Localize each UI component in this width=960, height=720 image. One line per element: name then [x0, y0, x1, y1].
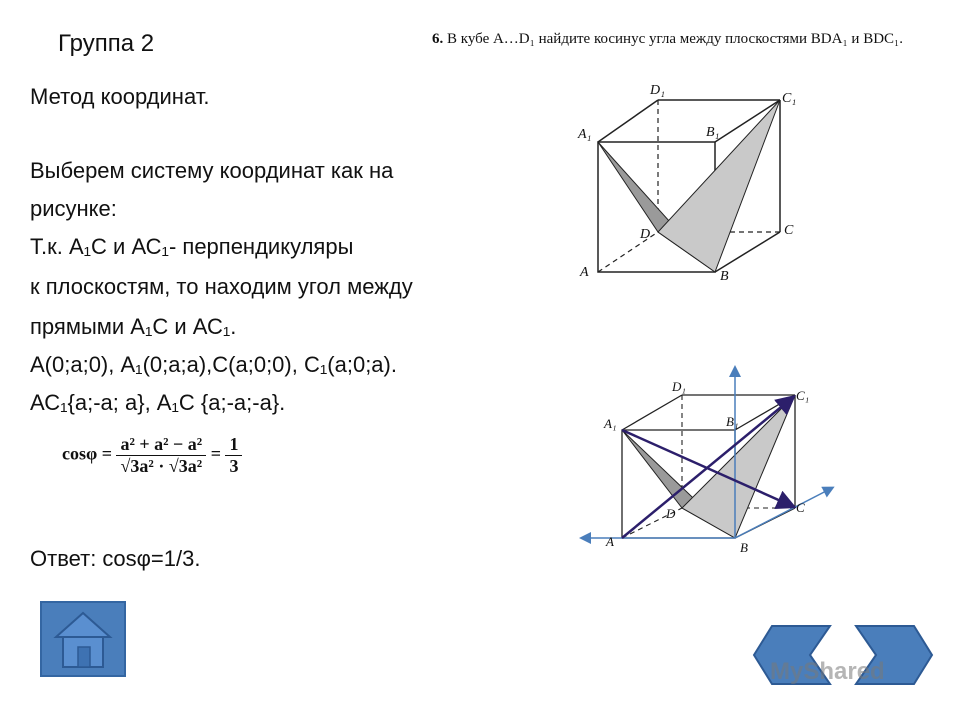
formula-numerator: a² + a² − a²	[116, 434, 206, 456]
label-b1: B₁	[706, 125, 720, 140]
cube-figure-top	[570, 80, 810, 285]
label-d1: D₁	[672, 379, 686, 394]
label-a: A	[580, 265, 589, 280]
solution-line-7: АС₁{а;-а; а}, А₁С {а;-а;-а}.	[30, 390, 286, 415]
cube-edge	[598, 100, 658, 142]
formula-equals: =	[210, 443, 221, 464]
cosine-formula	[62, 434, 242, 477]
label-c: C	[796, 500, 805, 515]
task-text: В кубе A…D₁ найдите косинус угла между плоскостями BDA₁ и BDC₁.	[447, 31, 904, 47]
solution-line-1: Выберем систему координат как на	[30, 158, 394, 183]
method-heading: Метод координат.	[30, 84, 210, 109]
formula-result	[225, 434, 242, 477]
solution-line-4: к плоскостям, то находим угол между	[30, 274, 413, 299]
label-c1: C₁	[796, 388, 810, 403]
label-c1: C₁	[782, 91, 797, 106]
result-denominator: 3	[229, 456, 239, 476]
result-numerator: 1	[225, 434, 242, 456]
formula-lhs: cosφ =	[62, 443, 112, 464]
task-number: 6.	[432, 31, 444, 47]
label-d1: D₁	[650, 83, 665, 98]
home-icon	[42, 603, 124, 675]
label-b1: B₁	[726, 414, 739, 429]
label-a: A	[606, 534, 614, 549]
label-a1: A₁	[604, 416, 617, 431]
label-b: B	[720, 269, 729, 284]
cube-figure-bottom	[570, 360, 840, 560]
solution-line-3: Т.к. А₁С и АС₁- перпендикуляры	[30, 234, 354, 259]
solution-line-5: прямыми А₁С и АС₁.	[30, 314, 237, 339]
solution-line-2: рисунке:	[30, 196, 117, 221]
home-button[interactable]	[40, 601, 126, 677]
cube-edge	[622, 395, 682, 430]
label-c: C	[784, 223, 794, 238]
task-statement	[432, 30, 952, 49]
page-title: Группа 2	[58, 30, 155, 57]
formula-denominator: √3a² · √3a²	[120, 456, 203, 476]
formula-fraction	[116, 434, 206, 477]
watermark: MyShared	[770, 658, 885, 685]
answer-text: Ответ: cosφ=1/3.	[30, 546, 201, 571]
label-b: B	[740, 540, 748, 555]
label-a1: A₁	[578, 127, 592, 142]
label-d: D	[640, 227, 651, 242]
solution-line-6: А(0;а;0), А₁(0;а;а),С(а;0;0), С₁(а;0;а).	[30, 352, 397, 377]
label-d: D	[666, 506, 676, 521]
